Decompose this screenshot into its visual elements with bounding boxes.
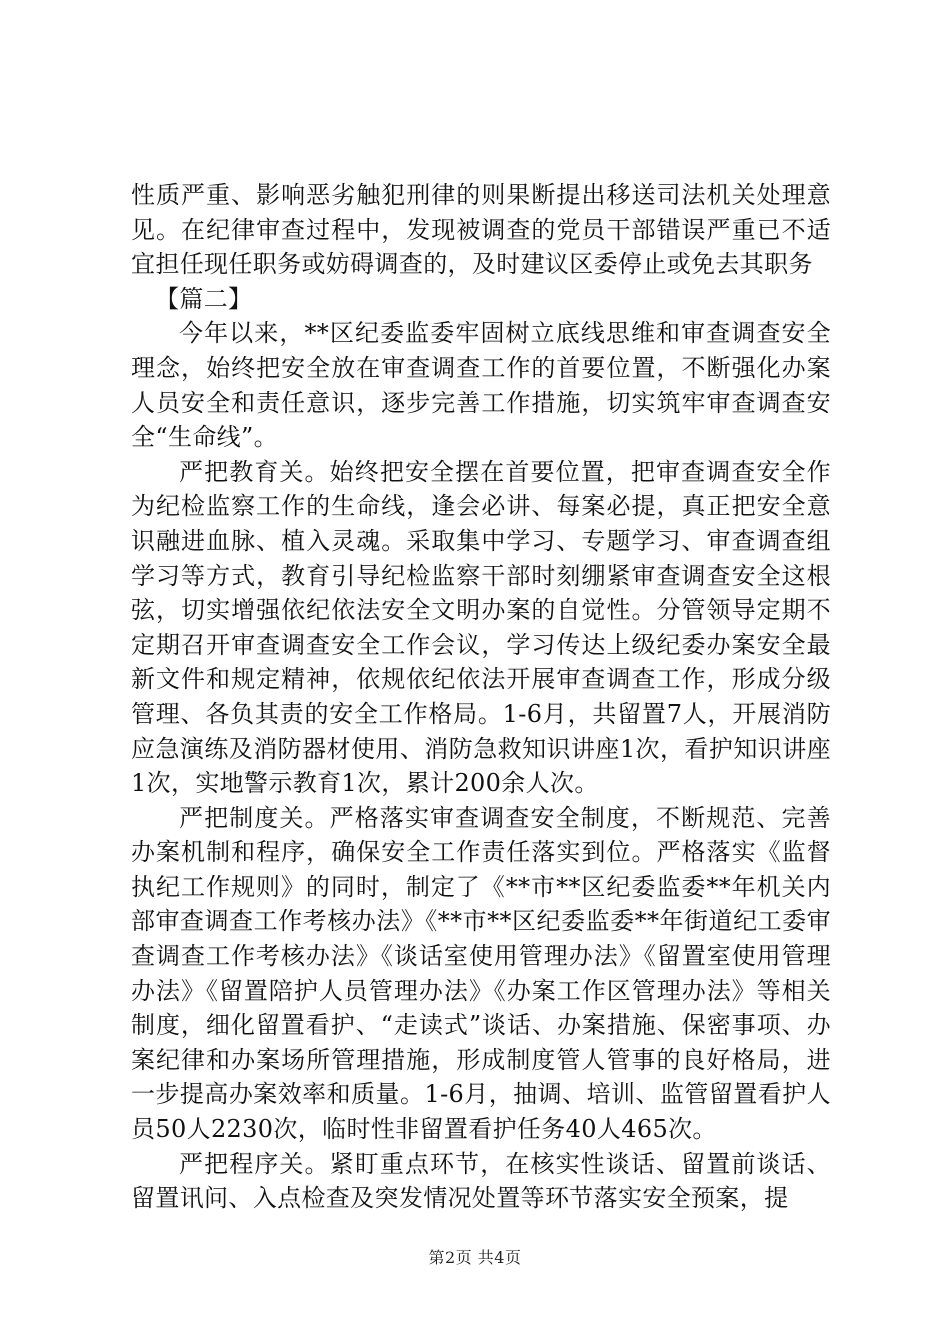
paragraph-system: 严把制度关。严格落实审查调查安全制度，不断规范、完善办案机制和程序，确保安全工作责任落实到位。严格落实《监督执纪工作规则》的同时，制定了《**市**区纪委监委**年机关内部审查调查工作考核办法》《**市**区纪委监委**年街道纪工委审查调查工作考核办法》《谈话室使用管理办法》《留置室使用管理办法》《留置陪护人员管理办法》《办案工作区管理办法》等相关制度，细化留置看护、“走读式”谈话、办案措施、保密事项、办案纪律和办案场所管理措施，形成制度管人管事的良好格局，进一步提高办案效率和质量。1-6月，抽调、培训、监管留置看护人员50人2230次，临时性非留置看护任务40人465次。 — [131, 803, 831, 1144]
document-body — [131, 178, 831, 1216]
section-heading: 【篇二】 — [155, 284, 253, 313]
paragraph-procedure: 严把程序关。紧盯重点环节，在核实性谈话、留置前谈话、留置讯问、入点检查及突发情况处置等环节落实安全预案，提 — [131, 1149, 831, 1213]
paragraph-education: 严把教育关。始终把安全摆在首要位置，把审查调查安全作为纪检监察工作的生命线，逢会必讲、每案必提，真正把安全意识融进血脉、植入灵魂。采取集中学习、专题学习、审查调查组学习等方式，教育引导纪检监察干部时刻绷紧审查调查安全这根弦，切实增强依纪依法安全文明办案的自觉性。分管领导定期不定期召开审查调查安全工作会议，学习传达上级纪委办案安全最新文件和规定精神，依规依纪依法开展审查调查工作，形成分级管理、各负其责的安全工作格局。1-6月，共留置7人，开展消防应急演练及消防器材使用、消防急救知识讲座1次，看护知识讲座1次，实地警示教育1次，累计200余人次。 — [131, 457, 831, 798]
page-footer: 第2页 共4页 — [428, 1248, 522, 1267]
paragraph-continuation: 性质严重、影响恶劣触犯刑律的则果断提出移送司法机关处理意见。在纪律审查过程中，发现被调查的党员干部错误严重已不适宜担任现任职务或妨碍调查的，及时建议区委停止或免去其职务 — [131, 181, 831, 279]
paragraph-intro: 今年以来，**区纪委监委牢固树立底线思维和审查调查安全理念，始终把安全放在审查调查工作的首要位置，不断强化办案人员安全和责任意识，逐步完善工作措施，切实筑牢审查调查安全“生命线”。 — [131, 319, 831, 452]
